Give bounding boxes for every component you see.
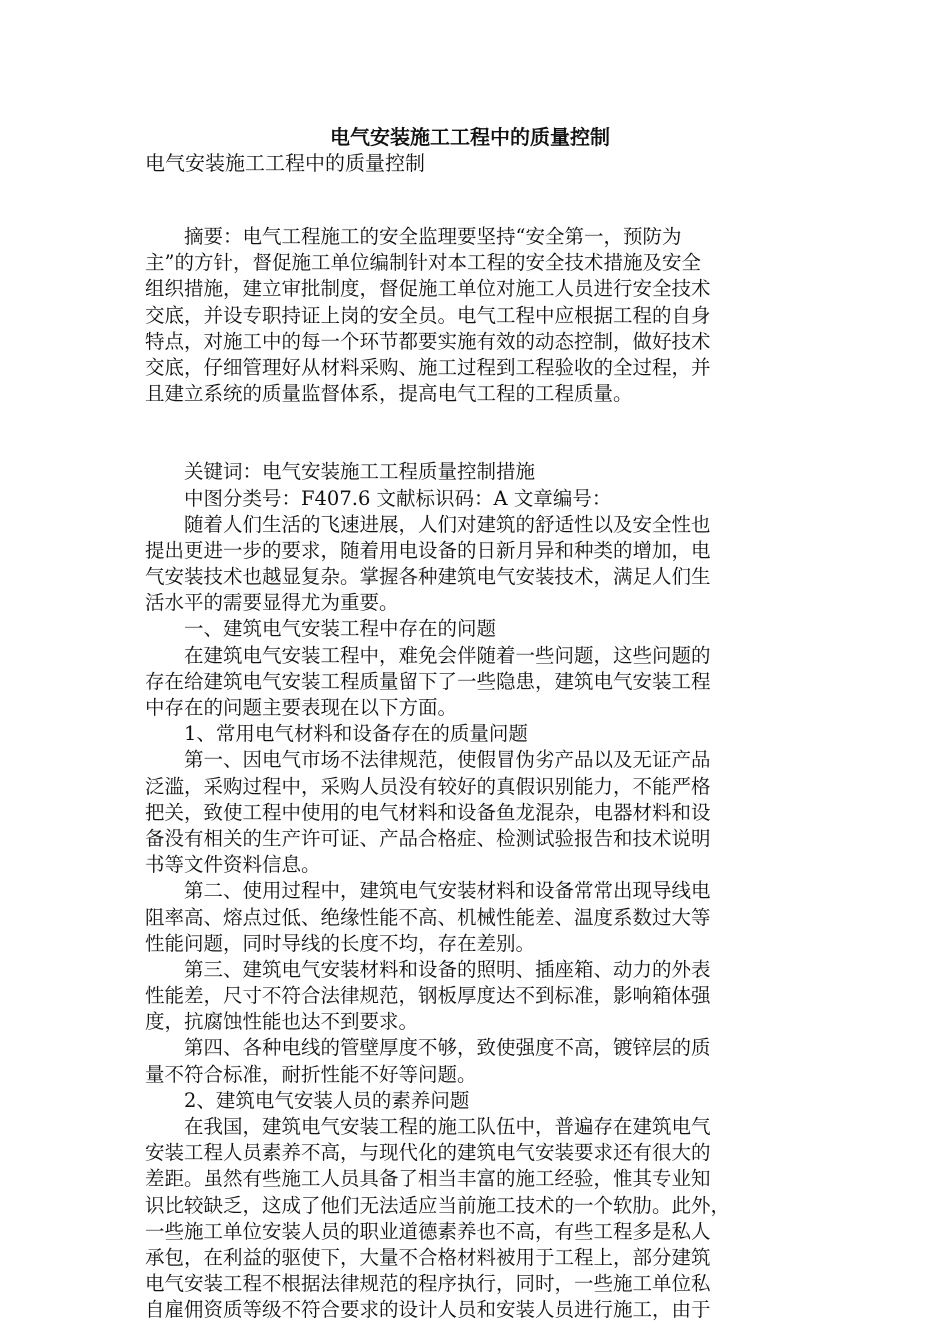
body-line: 识比较缺乏，这成了他们无法适应当前施工技术的一个软肋。此外， <box>145 1193 731 1217</box>
abstract-line: 交底，仔细管理好从材料采购、施工过程到工程验收的全过程，并 <box>145 355 711 379</box>
body-line: 一些施工单位安装人员的职业道德素养也不高，有些工程多是私人 <box>145 1219 711 1243</box>
abstract-line: 交底，并设专职持证上岗的安全员。电气工程中应根据工程的自身 <box>145 303 711 327</box>
body-line: 性能问题，同时导线的长度不均，存在差别。 <box>145 931 536 955</box>
abstract-line: 组织措施，建立审批制度，督促施工单位对施工人员进行安全技术 <box>145 277 711 301</box>
body-line: 第三、建筑电气安装材料和设备的照明、插座箱、动力的外表 <box>145 957 711 981</box>
body-line: 安装工程人员素养不高，与现代化的建筑电气安装要求还有很大的 <box>145 1141 711 1165</box>
body-line: 差距。虽然有些施工人员具备了相当丰富的施工经验，惟其专业知 <box>145 1167 711 1191</box>
body-line: 性能差，尺寸不符合法律规范，钢板厚度达不到标准，影响箱体强 <box>145 984 711 1008</box>
subsection-heading: 1、常用电气材料和设备存在的质量问题 <box>145 722 528 746</box>
spacer <box>145 407 795 459</box>
body-line: 量不符合标准，耐折性能不好等问题。 <box>145 1062 477 1086</box>
body-line: 第一、因电气市场不法律规范，使假冒伪劣产品以及无证产品 <box>145 748 711 772</box>
body-line: 电气安装工程不根据法律规范的程序执行，同时，一些施工单位私 <box>145 1272 711 1296</box>
body-line: 在建筑电气安装工程中，难免会伴随着一些问题，这些问题的 <box>145 643 711 667</box>
body-line: 度，抗腐蚀性能也达不到要求。 <box>145 1010 419 1034</box>
document-body <box>145 124 795 1324</box>
abstract-paragraph <box>145 224 795 407</box>
subsection-heading: 2、建筑电气安装人员的素养问题 <box>145 1088 470 1112</box>
body-line: 把关，致使工程中使用的电气材料和设备鱼龙混杂，电器材料和设 <box>145 800 711 824</box>
abstract-line: 且建立系统的质量监督体系，提高电气工程的工程质量。 <box>145 382 633 406</box>
spacer <box>145 176 795 224</box>
body-line: 提出更进一步的要求，随着用电设备的日新月异和种类的增加，电 <box>145 538 711 562</box>
abstract-line: 摘要：电气工程施工的安全监理要坚持“安全第一，预防为 <box>145 225 682 248</box>
body-line: 书等文件资料信息。 <box>145 853 321 877</box>
body-line: 随着人们生活的飞速进展，人们对建筑的舒适性以及安全性也 <box>145 512 711 536</box>
body-line: 自雇佣资质等级不符合要求的设计人员和安装人员进行施工，由于 <box>145 1298 711 1322</box>
body-line: 中存在的问题主要表现在以下方面。 <box>145 696 458 719</box>
section-heading: 一、建筑电气安装工程中存在的问题 <box>145 617 497 641</box>
body-line: 阻率高、熔点过低、绝缘性能不高、机械性能差、温度系数过大等 <box>145 905 711 929</box>
body-line: 在我国，建筑电气安装工程的施工队伍中，普遍存在建筑电气 <box>145 1115 711 1138</box>
document-subtitle: 电气安装施工工程中的质量控制 <box>145 151 425 175</box>
abstract-line: 主”的方针，督促施工单位编制针对本工程的安全技术措施及安全 <box>145 251 701 275</box>
document-title: 电气安装施工工程中的质量控制 <box>330 125 610 149</box>
body-line: 第二、使用过程中，建筑电气安装材料和设备常常出现导线电 <box>145 879 711 903</box>
abstract-line: 特点，对施工中的每一个环节都要实施有效的动态控制，做好技术 <box>145 329 711 353</box>
keywords-line: 关键词：电气安装施工工程质量控制措施 <box>145 460 536 484</box>
body-line: 气安装技术也越显复杂。掌握各种建筑电气安装技术，满足人们生 <box>145 565 711 589</box>
body-line: 泛滥，采购过程中，采购人员没有较好的真假识别能力，不能严格 <box>145 774 711 798</box>
classification-line: 中图分类号：F407.6 文献标识码：A 文章编号： <box>145 486 612 510</box>
body-line: 存在给建筑电气安装工程质量留下了一些隐患，建筑电气安装工程 <box>145 669 711 693</box>
body-text <box>145 459 795 1323</box>
body-line: 第四、各种电线的管壁厚度不够，致使强度不高，镀锌层的质 <box>145 1036 711 1060</box>
body-line: 活水平的需要显得尤为重要。 <box>145 591 399 615</box>
body-line: 承包，在利益的驱使下，大量不合格材料被用于工程上，部分建筑 <box>145 1245 711 1269</box>
body-line: 备没有相关的生产许可证、产品合格症、检测试验报告和技术说明 <box>145 826 711 850</box>
